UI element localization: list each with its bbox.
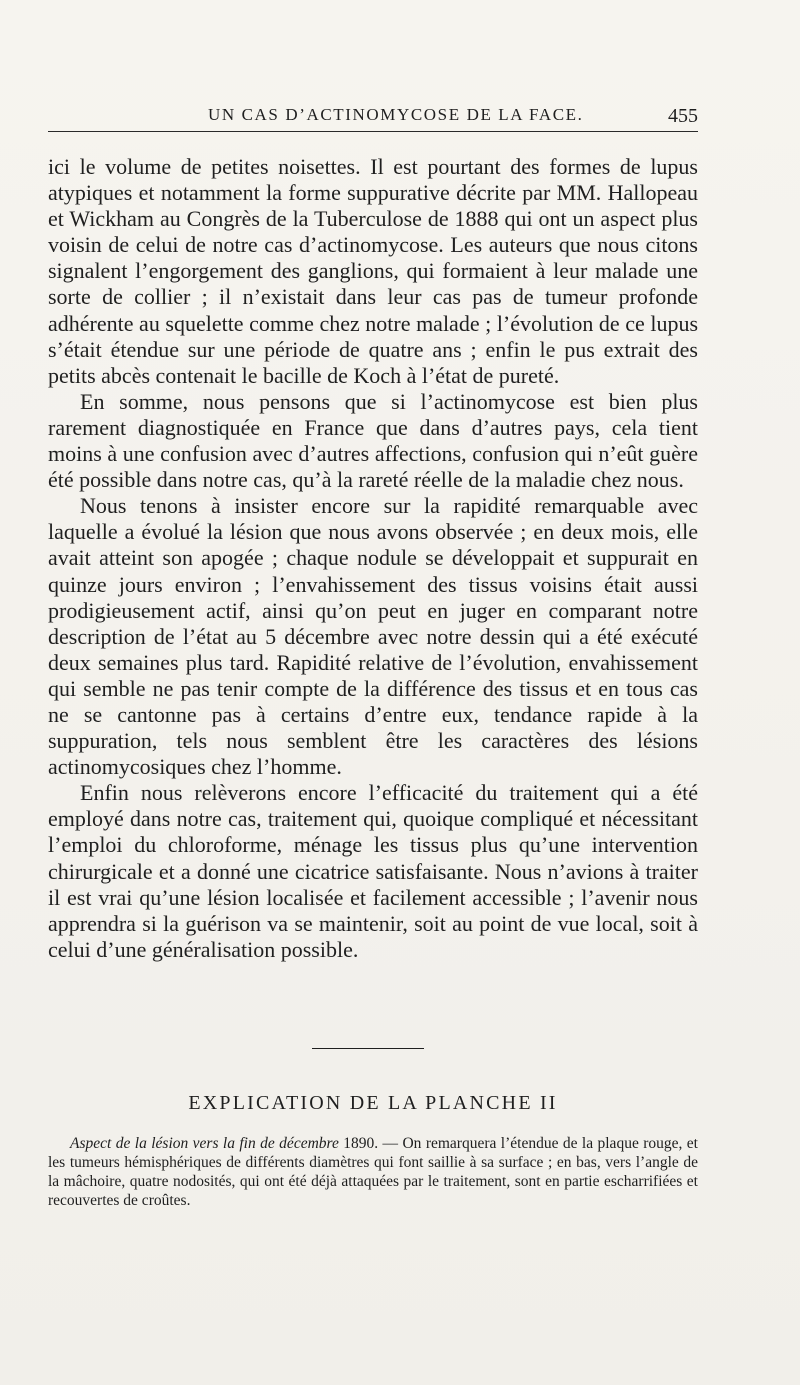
paragraph-3: Nous tenons à insister encore sur la rapidité remarquable avec laquelle a évolué la lésion que nous avons observée ; en deux mois, elle avait atteint son apogée ; chaque nodule se développait et suppurait en quinze jours environ ; l’envahissement des tissus voisins était aussi prodigieusement actif, ainsi qu’on peut en juger en comparant notre description de l’état au 5 décembre avec notre dessin qui a été exécuté deux semaines plus tard. Rapidité relative de l’évolution, envahissement qui semble ne pas tenir compte de la différence des tissus et en tous cas ne se cantonne pas à certains d’entre eux, tendance rapide à la suppuration, tels nous semblent être les caractères des lésions actinomycosiques chez l’homme.	[48, 493, 698, 780]
running-title: UN CAS D’ACTINOMYCOSE DE LA FACE.	[208, 105, 584, 124]
caption-date: 1890. —	[338, 1135, 403, 1152]
paragraph-2: En somme, nous pensons que si l’actinomycose est bien plus rarement diagnostiquée en France que dans d’autres pays, cela tient moins à une confusion avec d’autres affections, confusion qui n’eût guère été possible dans notre cas, qu’à la rareté réelle de la maladie chez nous.	[48, 388, 698, 493]
caption-body: On remarquera l’étendue de la plaque rouge, et les tumeurs hémisphériques de différents diamètres qui font saillie à sa surface ; en bas, vers l’angle de la mâchoire, quatre nodosités, qui ont été déjà attaquées par le traitement, sont en partie escharrifiées et recouvertes de croûtes.	[48, 1135, 698, 1209]
paragraph-4: Enfin nous relèverons encore l’efficacité du traitement qui a été employé dans notre cas, traitement qui, quoique compliqué et nécessitant l’emploi du chloroforme, ménage les tissus plus qu’une intervention chirurgicale et a donné une cicatrice satisfaisante. Nous n’avions à traiter il est vrai qu’une lésion localisée et facilement accessible ; l’avenir nous apprendra si la guérison va se maintenir, soit au point de vue local, soit à celui d’une généralisation possible.	[48, 780, 698, 962]
paragraph-1: ici le volume de petites noisettes. Il est pourtant des formes de lupus atypiques et notamment la forme suppurative décrite par MM. Hallopeau et Wickham au Congrès de la Tuberculose de 1888 qui ont un aspect plus voisin de celui de notre cas d’actinomycose. Les auteurs que nous citons signalent l’engorgement des ganglions, qui formaient à leur malade une sorte de collier ; il n’existait dans leur cas pas de tumeur profonde adhérente au squelette comme chez notre malade ; l’évolution de ce lupus s’était étendue sur une période de quatre ans ; enfin le pus extrait des petits abcès contenait le bacille de Koch à l’état de pureté.	[48, 154, 698, 388]
section-divider	[312, 1048, 424, 1049]
section-heading: EXPLICATION DE LA PLANCHE II	[188, 1092, 558, 1114]
caption-italic-lead: Aspect de la lésion vers la fin de décembre	[70, 1135, 339, 1152]
page-number: 455	[668, 105, 698, 127]
body-text	[48, 154, 698, 963]
page-header	[48, 105, 698, 132]
plate-caption	[48, 1134, 698, 1210]
